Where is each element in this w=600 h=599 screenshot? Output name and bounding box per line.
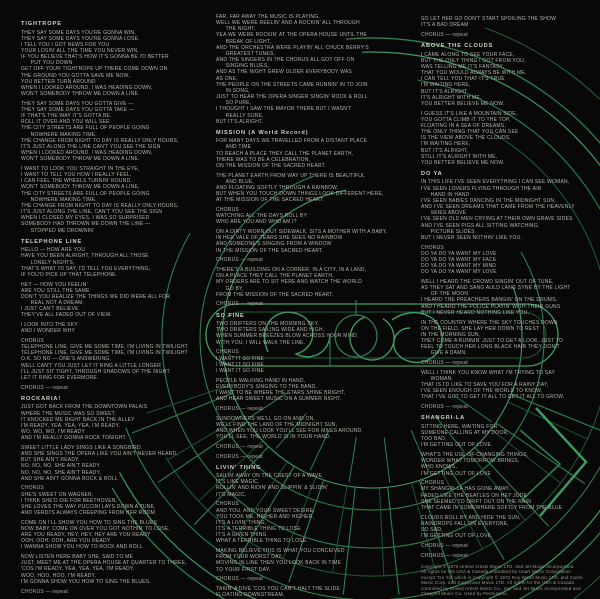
lyric-line: I WANNA SHOW YOU HOW TO ROCK AND ROLL <box>21 544 143 551</box>
lyric-line: AND SOMEONE'S SINGING FROM A WINDOW <box>216 241 332 248</box>
lyric-line: IN THE COUNTRY WHERE THE SKY TOUCHES DOWN <box>421 319 558 326</box>
lyric-line: THE CHANGE FROM NIGHT TO DAY IS REALLY ONLY HOURS, <box>21 202 179 209</box>
lyric-line: FROM YOUR WORST DAY, <box>216 554 283 561</box>
lyric-line: THERE WAS TO BE A CELEBRATION, <box>216 156 311 163</box>
lyric-line: CHORUS <box>421 244 444 251</box>
lyric-line: MOVING IN LINE THEN YOU LOOK BACK IN TIME <box>216 560 342 567</box>
lyric-line: AT THE MISSION OF THE SACRED HEART. <box>216 197 325 204</box>
lyric-line: THERE'S A BUILDING ON A CORNER, IN A CITY, IN A LAND, <box>216 267 367 274</box>
lyric-line: MY ORDERS ARE TO SIT HERE AND WATCH THE WORLD <box>216 279 363 286</box>
copyright-line: All rights for the USA & Canada controlled by Unart Music Corporation <box>421 569 571 575</box>
copyright-line: Music Corp. and Sugartown Music LTD. All rights for the USA & Canada <box>421 580 575 586</box>
lyric-line: JUST GOT BACK FROM THE DOWNTOWN PALAIS <box>21 404 148 411</box>
lyric-line: NOWHERE MAKING TIME, <box>21 196 97 203</box>
lyric-line: LONELY NIGHTS, <box>21 259 75 266</box>
lyric-line: I'VE SEEN OLD MEN CRYING AT THEIR OWN GRAVE SIDES <box>421 216 573 223</box>
lyric-line: I WANT TO TELL YOU HOW I REALLY FEEL, <box>21 172 132 179</box>
lyric-line: SHE'S SWEET ON WAGNER, <box>21 491 94 498</box>
lyric-line: SITTING HERE, WAITING FOR <box>421 423 498 430</box>
lyric-line: SHE SEEMED TO DRIFT OUT ON THE RAIN <box>421 498 532 505</box>
lyric-line: ROLL IT OVER AND YOU WILL SEE <box>21 119 110 126</box>
lyric-line: AND I'VE SEEN DREAMS THAT CAME FROM THE HEAVENLY <box>421 204 575 211</box>
lyric-line: PEOPLE WALKING HAND IN HAND, <box>216 377 306 384</box>
lyric-line: FLOATING IN A SEA OF DREAMS, <box>421 122 506 129</box>
lyric-line: THE ONLY THING THAT YOU CAN SEE <box>421 129 519 136</box>
lyric-line: BUT IT'S ALRIGHT <box>421 88 468 95</box>
lyric-line: EVERYBODY'S SINGING TO THE BAND, <box>216 383 317 390</box>
lyric-line: TO REACH A PLACE THEY CALL THE PLANET EARTH, <box>216 150 354 157</box>
lyric-line: YEA WE WERE ROCKIN' AT THE OPERA HOUSE UNTIL THE <box>216 32 367 39</box>
lyrics-column-2 <box>216 14 412 598</box>
copyright-line: except "Do Ya" which is Copyright © 1972 Roy Wood Music LTD. and Carlin <box>421 574 583 580</box>
lyric-line: FLOATING DOWNSTREAM, <box>216 592 285 599</box>
lyric-line: IF YOU'D PICK UP THAT TELEPHONE. <box>21 271 118 278</box>
lyric-line: WELL CAN'T YOU JUST LET IT RING A LITTLE LONGER <box>21 362 162 369</box>
lyric-line: THE CHANGE FROM NIGHT TO DAY IS REALLY ONLY HOURS, <box>21 137 179 144</box>
lyric-line: I'M GETTING OUT OF LOVE. <box>421 533 493 540</box>
lyric-line: CHORUS <box>216 207 239 214</box>
lyric-line: FEEL TO TOUCH HER LONG BLACK HAIR THEY DON'T <box>421 344 560 351</box>
lyric-line: YOUR LOSIN' ALL THE TIME YOU NEVER WIN, <box>21 47 139 54</box>
lyric-line: WONDER WHAT TOMORROW BRINGS, <box>421 458 520 465</box>
lyric-line: I CAN TELL YOU THAT IT'S TRUE <box>421 76 505 83</box>
lyric-line: I GUESS IT'S LIKE A MOUNTAIN SIDE, <box>421 110 518 117</box>
lyric-line: WHEN I LOOKED AROUND, I WAS HEADING DOWN, <box>21 150 153 157</box>
lyric-line: CHORUS — repeat <box>421 552 468 559</box>
lyric-line: TAKIN' A DIVE 'COS YOU CAN'T HALT THE SLIDE <box>216 586 341 593</box>
lyric-line: CHORUS — repeat <box>421 404 468 411</box>
lyric-line: I'VE SEEN ENOUGH OF THE WORLD TO KNOW, <box>421 388 543 395</box>
lyric-line: WHEN SUMMER BREEZES BLOW ACROSS YOUR MIND, <box>216 333 359 340</box>
lyric-line: ON A PLACE THEY CALL THE PLANET EARTH, <box>216 273 334 280</box>
lyric-line: YOU BETTER BELIEVE ME NOW. <box>421 159 505 166</box>
lyric-line: WON'T SOMEBODY THROW ME DOWN A LINE. <box>21 156 140 163</box>
lyric-line: I'M GETTING OUT OF LOVE <box>421 470 492 477</box>
lyric-line: IT KNOCKED ME RIGHT BACK IN THE ALLEY <box>21 416 135 423</box>
lyric-line: RAINDROPS FALL ON EVERYONE, <box>421 520 509 527</box>
lyric-line: I THOUGHT I SAW THE MAYOR THERE BUT I WASN'T <box>216 106 352 113</box>
lyric-line: WOMAN, <box>421 375 454 382</box>
lyric-line: AS ONE, <box>216 75 238 82</box>
lyric-line: CHORUS — repeat <box>216 453 263 460</box>
lyric-line: WON'T SOMEBODY THROW ME DOWN A LINE <box>21 91 138 98</box>
lyric-line: BUT I NEVER SEEN NOTHIN' LIKE YOU. <box>421 234 523 241</box>
lyric-line: I LOOK INTO THE SKY <box>21 322 78 329</box>
lyric-line: CHORUS <box>421 480 444 487</box>
lyric-line: THAT CAME IN SOMEWHERE SOFTLY FROM THE BLUE <box>421 504 563 511</box>
song-title: SO FINE <box>216 312 245 319</box>
lyric-line: CHORUS — repeat <box>216 405 263 412</box>
lyric-line: IT'S A GIVEN THING <box>216 532 267 539</box>
lyric-line: LET IT RING FOR EVERMORE. <box>21 374 99 381</box>
lyric-line: TELEPHONE LINE, GIVE ME SOME TIME, I'M LIVING IN TWILIGHT <box>21 350 188 357</box>
lyric-line: STILL IT'S ALRIGHT WITH ME, <box>421 153 498 160</box>
lyric-line: AND TIME <box>216 144 252 151</box>
lyric-line: IN SONG, <box>216 87 250 94</box>
lyric-line: WATCHING ALL THE DAYS ROLL BY <box>216 213 308 220</box>
copyright-line: Chappell Music Co. Used by Permission. <box>421 591 509 597</box>
lyric-line: TWO DRIFTERS ON THE MORNING SKY, <box>216 321 319 328</box>
lyric-line: NO, NO, NO, SHE AIN'T READY, <box>21 469 102 476</box>
lyric-line: BUT WHEN YOU TOUCH DOWN THINGS LOOK DIFFERENT HERE, <box>216 191 384 198</box>
lyric-line: CLOUDS ROLL BY AND HIDE THE SUN, <box>421 514 521 521</box>
lyric-line: SWEET LITTLE LADY SINGS LIKE A SONGBIRD <box>21 444 141 451</box>
lyric-line: I'VE SEEN LOVERS FLYING THROUGH THE AIR <box>421 185 542 192</box>
lyric-line: CHORUS — repeat <box>216 443 263 450</box>
lyric-line: YOU BETTER TURN AROUND <box>21 78 96 85</box>
lyric-line: IF THAT'S THE WAY IT'S GOTTA BE, <box>21 113 112 120</box>
lyric-line: OOH, OOH, OOH, ARE YOU READY <box>21 538 111 545</box>
lyric-line: THEY COME A'RUNNIN' JUST TO GET A LOOK, JUST TO <box>421 338 564 344</box>
lyric-line: WELL I THINK YOU KNOW WHAT I'M TRYING TO SAY <box>421 369 556 376</box>
lyric-line: BUT THE ONLY THING I GOT FROM YOU, <box>421 57 526 64</box>
lyric-line: TO YOUR FIRST DAY. <box>216 566 271 573</box>
lyric-line: AND YOU, AND YOUR SWEET DESIRE, <box>216 507 315 514</box>
lyric-line: IF YOU BELIEVE THAT'S HOW IT'S GONNA BE I'D BETTER <box>21 54 169 61</box>
lyric-line: BUT IT'S ALRIGHT, <box>421 147 469 154</box>
lyric-line: MY SHANGRI-LA HAS GONE AWAY, <box>421 486 510 493</box>
lyric-line: YOU GOTTA CLIMB IT TO THE TOP, <box>421 116 511 123</box>
lyric-line: CHORUS — repeat <box>21 384 68 391</box>
lyric-line: CHORUS <box>21 338 44 344</box>
lyric-line: THEY SAY SOME DAYS YOU'RE GONNA LOSE, <box>21 35 140 42</box>
lyric-line: AND BLUE, <box>216 178 255 185</box>
lyric-line: I TELL YOU I GOT NEWS FOR YOU <box>21 41 110 48</box>
lyric-line: HAVE YOU BEEN ALRIGHT, THROUGH ALL THOSE <box>21 253 149 260</box>
song-title: ABOVE THE CLOUDS <box>421 43 494 50</box>
lyric-line: IT'S JUST ALONG THE LINE, CAN'T YOU SEE THE SIGN <box>21 209 163 216</box>
lyric-line: WHEN I CLOSED MY EYES, I WAS SO SURPRISED <box>21 215 150 222</box>
lyric-line: THE PEOPLE ON THE STREETS CAME RUNNIN' IN TO JOIN <box>216 81 368 88</box>
lyric-line: THAT I'VE GOT TO GET IT ALL TO GET IT ALL TO GROW. <box>421 394 565 401</box>
lyric-line: I CAME ALONG TO SEE YOUR FACE, <box>421 51 515 58</box>
lyric-line: CHORUS — repeat <box>216 301 263 308</box>
song-title: DO YA <box>421 170 443 177</box>
lyric-line: HEY — HOW YOU FEELIN' <box>21 281 88 288</box>
lyric-line: SHE LOVES THE WAY PUCCINI LAYS DOWN A TUNE, <box>21 503 156 510</box>
song-title: TIGHTROPE <box>21 21 62 27</box>
lyric-line: SO SAD, <box>421 526 443 533</box>
lyric-line: CHORUS <box>21 485 44 492</box>
lyric-line: I JUST CAN'T BELIEVE <box>21 306 79 313</box>
lyric-line: AND I'VE SEEN PIGS ALL SITTING WATCHING, <box>421 222 540 229</box>
lyric-line: AND I'M REALLY GONNA ROCK TONIGHT. <box>21 435 127 442</box>
lyric-line: BREAK OF LIGHT, <box>216 38 272 45</box>
lyric-line: WE'LL FIND THE LAND OF THE MIDNIGHT SUN, <box>216 421 338 428</box>
lyric-line: AND THE SINGERS IN THE CHORUS ALL GOT OFF ON <box>216 57 355 64</box>
copyright-line: Copyright © 1976 United Artists Music LTD. and Jet Music Incorporated. <box>421 563 575 569</box>
lyric-line: I WANT IT SO FINE <box>216 367 265 374</box>
lyric-line: SO PURE, <box>216 100 252 107</box>
lyric-line: ON THE FIELD, SHE LAY HER DOWN TO REST <box>421 325 540 332</box>
lyric-line: BUT SHE AIN'T READY, <box>21 457 80 464</box>
lyric-line: IS THE VIEW ABOVE THE CLOUDS, <box>421 135 511 142</box>
lyric-line: WAS TELLING ME IT'S FANTASY, <box>421 63 505 70</box>
lyric-line: IT'S JUST ALONG THE LINE CAN'T YOU SEE THE SIGN <box>21 143 161 150</box>
lyric-line: HAND IN HAND <box>421 191 470 198</box>
lyric-line: IT'S A BAD DREAM <box>421 22 469 29</box>
lyric-line: YOU'LL SEE, THE WORLD IS IN YOUR HAND. <box>216 434 331 440</box>
lyric-line: AND VERDI'S ALWAYS CREEPING FROM HER ROOM <box>21 510 156 517</box>
lyric-line: REAL NOT A DREAM, <box>21 300 85 307</box>
lyric-line: NO, NO, NO, SHE AIN'T READY <box>21 463 101 470</box>
lyric-line: SINGING BLUES, <box>216 63 270 70</box>
lyric-line: I'VE SEEN BABIES DANCING IN THE MIDNIGHT SUN, <box>421 197 556 204</box>
lyric-line: AND SHE SINGS THE OPERA LIKE YOU AIN'T NEVER HEARD, <box>21 451 178 458</box>
lyric-line: CHORUS — repeat <box>421 542 468 549</box>
lyric-line: AND AS THE NIGHT GREW OLDER EVERYBODY WAS <box>216 69 352 76</box>
lyric-line: CHORUS — repeat <box>421 31 468 38</box>
lyric-line: ON A DIRTY WORN OUT SIDEWALK, SITS A MOTHER WITH A BABY, <box>216 229 388 236</box>
lyric-line: DO YA DO YA WANT MY LOVE <box>421 250 497 257</box>
lyric-line: AS THEY SAT AND SANG AULD LANG SYNE BY THE LIGHT <box>421 285 571 292</box>
lyric-line: THE PLANET EARTH FROM WAY UP THERE IS BEAUTIFUL <box>216 172 366 179</box>
lyric-line: WHO ARE YOU AND WHO AM I? <box>216 219 297 226</box>
lyric-line: NOW BABY, COME ON OVER YOU GOT NOTHIN' TO LOSE, <box>21 525 170 532</box>
lyric-line: WELL WE WERE REELIN' AND A ROCKIN' ALL THROUGH <box>216 20 360 27</box>
lyrics-column-3 <box>421 16 595 597</box>
lyric-line: CHORUS <box>216 501 239 508</box>
lyric-line: GIVE A DAMN. <box>421 350 467 357</box>
lyric-line: I WANT TO LOOK YOU STRAIGHT IN THE EYE, <box>21 165 140 172</box>
lyric-line: IN THE MISSION OF THE SACRED HEART. <box>216 247 324 254</box>
lyric-line: I WANT IT SO FINE <box>216 361 265 368</box>
lyric-line: WHEN I LOOKED AROUND, I WAS HEADING DOWN, <box>21 84 153 91</box>
lyric-line: I HEARD THE PREACHERS BANGIN' ON THE DRUMS, <box>421 297 558 304</box>
lyric-line: WELL I HEARD THE CROWD SINGIN' OUT OF TUNE, <box>421 279 554 285</box>
lyric-line: WOO, HOO, HOO, I'M READY, <box>21 572 96 579</box>
lyric-line: DON'T YOU REALIZE THE THINGS WE DID WERE ALL FOR <box>21 293 171 300</box>
lyric-line: IN THE MORNING SUN, <box>421 331 481 338</box>
lyric-line: CHORUS <box>216 349 239 356</box>
lyric-line: IN HER VALE OF TEARS SHE SEES NO RAINBOW <box>216 235 343 242</box>
lyric-line: TOO BAD, <box>421 436 447 443</box>
song-title: ROCKARIA! <box>21 395 62 402</box>
lyric-line: SO LET HER GO DON'T START SPOILING THE SHOW <box>421 16 557 22</box>
lyric-line: SKIES ABOVE <box>421 210 467 217</box>
lyric-line: WHAT'S THE USE OF CHANGING THINGS, <box>421 452 529 459</box>
lyric-line: I'LL JUST SIT TIGHT, THROUGH SHADOWS OF THE NIGHT <box>21 368 170 375</box>
lyric-line: BUT I NEVER HEARD NOTHING LIKE YOU, <box>421 309 530 316</box>
lyric-line: I'M GETTING OUT OF LOVE. <box>421 442 493 449</box>
lyric-line: TELEPHONE LINE, GIVE ME SOME TIME, I'M LIVING IN TWILIGHT <box>21 344 188 351</box>
lyric-line: THE CITY STREETS ARE FULL OF PEOPLE GOING <box>21 125 150 132</box>
lyric-line: CHORUS — repeat <box>216 576 263 583</box>
lyric-line: ROLLIN' AND RIDIN' AND SLIPPIN' & SLIDIN' <box>216 485 329 492</box>
lyric-line: THAT YOU WOULD ALWAYS BE WITH ME. <box>421 70 527 77</box>
lyric-line: IT'S MAGIC. <box>216 491 247 498</box>
lyric-line: DO YA DO YA WANT MY FACE <box>421 256 497 263</box>
song-title: MISSION (A World Record) <box>216 129 309 136</box>
lyric-line: PICTURE SLIDES <box>421 228 475 235</box>
lyric-line: CHORUS — repeat <box>421 360 468 367</box>
lyric-line: GREATEST TUNES, <box>216 50 276 57</box>
lyric-line: I'M WAITING HERE, <box>421 82 471 89</box>
lyric-line: DO YA DO YA WANT MY LOVE <box>421 269 497 276</box>
lyric-line: GET OFF YOUR TIGHTROPE UP THERE COME DOWN ON <box>21 66 168 73</box>
lyric-line: I'M GONNA SHOW YOU HOW TO SING THE BLUES. <box>21 578 151 585</box>
lyric-line: OF THE MOON <box>421 291 469 298</box>
lyric-line: THEY SAY SOME DAYS YOU'RE GONNA WIN, <box>21 29 136 36</box>
lyric-line: WO, WO, WO, I'M READY <box>21 428 85 435</box>
song-title: TELEPHONE LINE <box>21 238 83 245</box>
lyric-line: FAR, FAR AWAY THE MUSIC IS PLAYING, <box>216 14 320 20</box>
lyric-line: YOU TOOK ME, HIGHER AND HIGHER, <box>216 513 315 520</box>
lyric-line: THEY'VE ALL FADED OUT OF VIEW. <box>21 312 112 319</box>
lyric-line: YOU BETTER BELIEVE ME NOW. <box>421 100 505 107</box>
lyric-line: TWO DRIFTERS SAILING WIDE AND HIGH, <box>216 327 325 334</box>
lyric-line: AND I HEARD THE POLICE PLAYIN' WITH THEIR GUNS <box>421 303 561 310</box>
lyric-line: I'M READY, YEA, YEA, YEA, I'M READY, <box>21 422 121 429</box>
lyric-line: AND FLOATING SOFTLY THROUGH A RAINBOW, <box>216 185 339 191</box>
lyric-line: JUST, MEET ME AT THE OPERA HOUSE AT QUARTER TO THREE, <box>21 560 187 567</box>
lyric-line: WHAT A TERRIBLE THING TO LOSE. <box>216 538 308 545</box>
lyric-line: JUST TO HEAR THE OPERA SINGER SINGIN' ROCK & ROLL <box>216 94 368 101</box>
lyric-line: FROM THE MISSION OF THE SACRED HEART. <box>216 291 334 298</box>
lyric-line: WON'T SOMEBODY THROW ME DOWN A LINE, <box>21 184 140 191</box>
lyric-line: THE GROUND YOU GOTTA SAVE ME NOW, <box>21 72 130 79</box>
lyric-line: THE CITY STREETS ARE FULL OF PEOPLE GOING <box>21 190 150 197</box>
lyric-line: AND THE ORCHESTRA WERE PLAYIN' ALL CHUCK BERRY'S <box>216 44 369 51</box>
lyric-line: SUNDOWNERS WE'LL GO ON AND ON, <box>216 415 316 422</box>
lyric-line: AND SHE AIN'T GONNA ROCK & ROLL <box>21 475 118 482</box>
song-title: LIVIN' THING <box>216 464 262 471</box>
lyric-line: I WANT IT SO FINE <box>216 355 265 362</box>
lyric-line: IT'S A TERRIBLE THING TO LOSE <box>216 526 301 532</box>
lyrics-column-1 <box>21 16 203 595</box>
lyric-line: CHORUS — repeat <box>216 257 263 264</box>
lyric-line: ARE YOU READY, HEY, HEY, HEY ARE YOU READY <box>21 532 151 539</box>
lyric-line: THAT'S WHAT I'D SAY, I'D TELL YOU EVERYTHING, <box>21 265 151 272</box>
lyric-line: FOR MANY DAYS WE TRAVELLED FROM A DISTANT PLACE <box>216 138 368 145</box>
lyric-line: O.K. SO NO — ONE'S ANSWERING, <box>21 356 112 363</box>
lyric-line: I CAN FEEL THE WHEELS TURNIN' ROUND, <box>21 178 133 185</box>
lyric-line: THEY SAY SOME DAYS YOU GOTTA TAKE — <box>21 106 135 113</box>
lyric-line: I THINK SHE'D DIE FOR BEETHOVEN, <box>21 497 118 504</box>
lyric-line: I WANT TO BE WHERE THE STARS SHINE BRIGHT, <box>216 389 346 396</box>
lyric-line: THAT IS I'D LIKE TO SAVE YOU FOR A RAINY DAY, <box>421 382 549 389</box>
lyric-line: IT'S LIKE MAGIC. <box>216 479 260 486</box>
lyric-line: IN THIS LIFE I'VE SEEN EVERYTHING I CAN SEE WOMAN, <box>421 179 570 186</box>
lyric-line: 'COS I'M READY, YEA, YEA, YEA, I'M READY, <box>21 566 135 573</box>
lyric-line: IT'S A LIVIN' THING, <box>216 519 267 526</box>
lyric-line: AND I WONDER WHY <box>21 328 76 335</box>
lyric-line: SAILIN' AWAY ON THE CREST OF A WAVE, <box>216 473 324 480</box>
lyric-line: IT'S ALRIGHT WITH ME, <box>421 94 482 101</box>
lyric-line: HELLO — HOW ARE YOU <box>21 247 86 254</box>
lyric-line: BUT IT'S ALRIGHT. <box>216 118 264 125</box>
lyric-line: AND WHEN YOU LOOK YOU'LL SEE FOR MILES AROUND, <box>216 427 364 434</box>
lyric-line: ARE YOU STILL THE SAME <box>21 287 90 294</box>
lyric-line: THE NIGHT, <box>216 26 256 33</box>
lyric-line: REALLY SURE, <box>216 112 264 119</box>
copyright-line: controlled by United Artists Music Co., Inc. and Jet Music Incorporated and <box>421 585 581 591</box>
lyric-line: SOMEONE CALLING AT MY DOOR, <box>421 430 509 436</box>
lyric-line: SOMEBODY HAD THROWN ME DOWN THE LINE — <box>21 221 151 228</box>
lyric-line: FADED LIKE THE BEATLES ON HEY JUDE <box>421 492 528 499</box>
lyric-line: THEY SAY SOME DAYS YOU GOTTA GIVE — <box>21 100 134 107</box>
lyric-line: NOWHERE MAKING TIME, <box>21 131 97 138</box>
lyric-line: DO YA DO YA WANT MY MIND <box>421 263 497 270</box>
lyric-line: NOW LISTEN HERE BABY SHE, SAID TO ME <box>21 554 134 561</box>
lyric-line: AND HEAR SWEET MUSIC ON A SUMMER NIGHT. <box>216 396 342 403</box>
lyric-line: ON THE MISSION OF THE SACRED HEART. <box>216 162 326 169</box>
lyric-line: WHO KNOWS, <box>421 464 458 471</box>
lyric-line: WITH YOU, I WILL WALK THE LINE. <box>216 339 306 346</box>
lyric-line: CHORUS — repeat <box>21 588 68 595</box>
lyric-line: I'M WAITING HERE, <box>421 141 471 148</box>
lyric-line: WHERE THE MUSIC WAS SO SWEET, <box>21 410 116 417</box>
lyric-line: STOPPED ME DROWNIN' <box>21 227 95 234</box>
lyric-line: COME ON I'LL SHOW YOU HOW TO SING THE BLUES <box>21 519 157 526</box>
lyric-line: GO BY, <box>216 285 244 292</box>
lyric-line: MAKING BELIEVE THIS IS WHAT YOU CONCEIVED <box>216 548 345 555</box>
song-title: SHANGRI-LA <box>421 415 466 422</box>
lyric-line: PUT YOU DOWN <box>21 60 73 67</box>
